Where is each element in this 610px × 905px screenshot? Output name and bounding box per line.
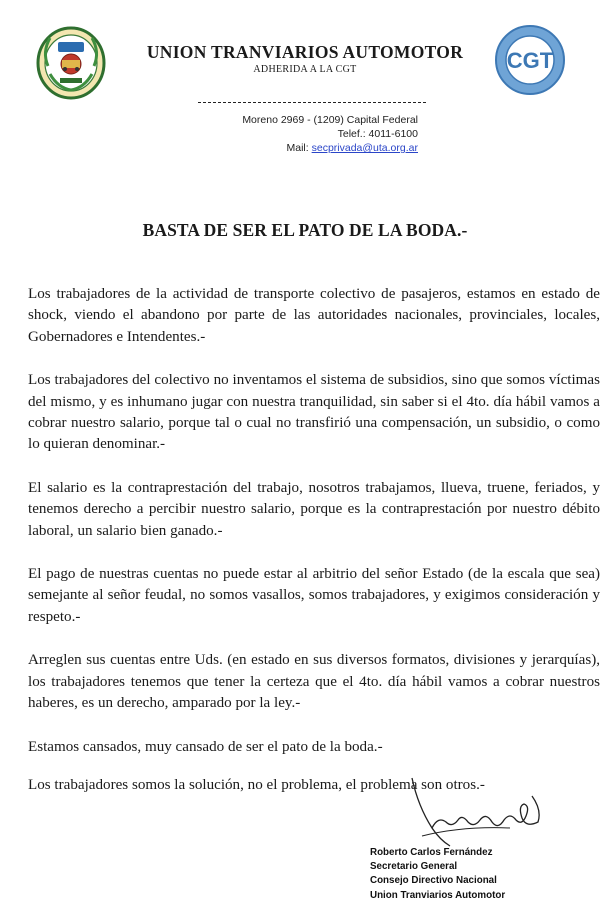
signer-org: Union Tranviarios Automotor [370, 889, 506, 901]
signer-role: Secretario General [370, 861, 458, 873]
document-body [28, 284, 600, 818]
cgt-logo [494, 24, 566, 96]
paragraph-4: El pago de nuestras cuentas no puede estar al arbitrio del señor Estado (de la escala que sea) semejante al señor feudal, no somos vasallos, somos trabajadores, y exigimos consideración y respeto.- [28, 566, 600, 625]
paragraph-3: El salario es la contraprestación del trabajo, nosotros trabajamos, llueva, truene, feriados, y tenemos derecho a percibir nuestro salario, porque es la contraprestación por nuestro débito laboral, un salario bien ganado.- [28, 479, 600, 539]
phone-line: Telef.: 4011-6100 [337, 128, 418, 140]
signer-council: Consejo Directivo Nacional [370, 875, 497, 887]
uta-emblem-logo [36, 26, 106, 100]
cgt-logo-text: CGT [506, 48, 554, 73]
signature-block [370, 846, 550, 903]
org-affiliation: ADHERIDA A LA CGT [253, 64, 357, 75]
header-divider [198, 102, 426, 103]
handwritten-signature [392, 776, 562, 850]
address-line: Moreno 2969 - (1209) Capital Federal [242, 114, 418, 126]
contact-block [180, 113, 418, 155]
paragraph-7: Los trabajadores somos la solución, no el problema, el problema son otros.- [28, 776, 485, 793]
email-link[interactable]: secprivada@uta.org.ar [311, 142, 418, 154]
document-title: BASTA DE SER EL PATO DE LA BODA.- [142, 220, 468, 240]
paragraph-2: Los trabajadores del colectivo no inventamos el sistema de subsidios, sino que somos víctimas del mismo, y es inhumano jugar con nuestra tranquilidad, sin saber si el 4to. día hábil vamos a cobrar nuestro salario, porque tal o cual no transfirió una compensación, un subsidio, o como lo quieran denominar.- [28, 372, 600, 453]
org-name: UNION TRANVIARIOS AUTOMOTOR [146, 42, 464, 62]
paragraph-1: Los trabajadores de la actividad de transporte colectivo de pasajeros, estamos en estado de shock, viendo el abandono por parte de las autoridades nacionales, provinciales, locales, Gobernadores e Intendentes.- [28, 286, 600, 345]
mail-line [180, 141, 418, 155]
signer-name: Roberto Carlos Fernández [370, 847, 493, 858]
mail-label: Mail: [286, 142, 309, 154]
paragraph-5: Arreglen sus cuentas entre Uds. (en estado en sus diversos formatos, divisiones y jerarquías), los trabajadores tenemos que tener la certeza que el 4to. día hábil vamos a cobrar nuestros haberes, es un derecho, amparado por la ley.- [28, 652, 600, 712]
paragraph-6: Estamos cansados, muy cansado de ser el pato de la boda.- [28, 738, 383, 755]
